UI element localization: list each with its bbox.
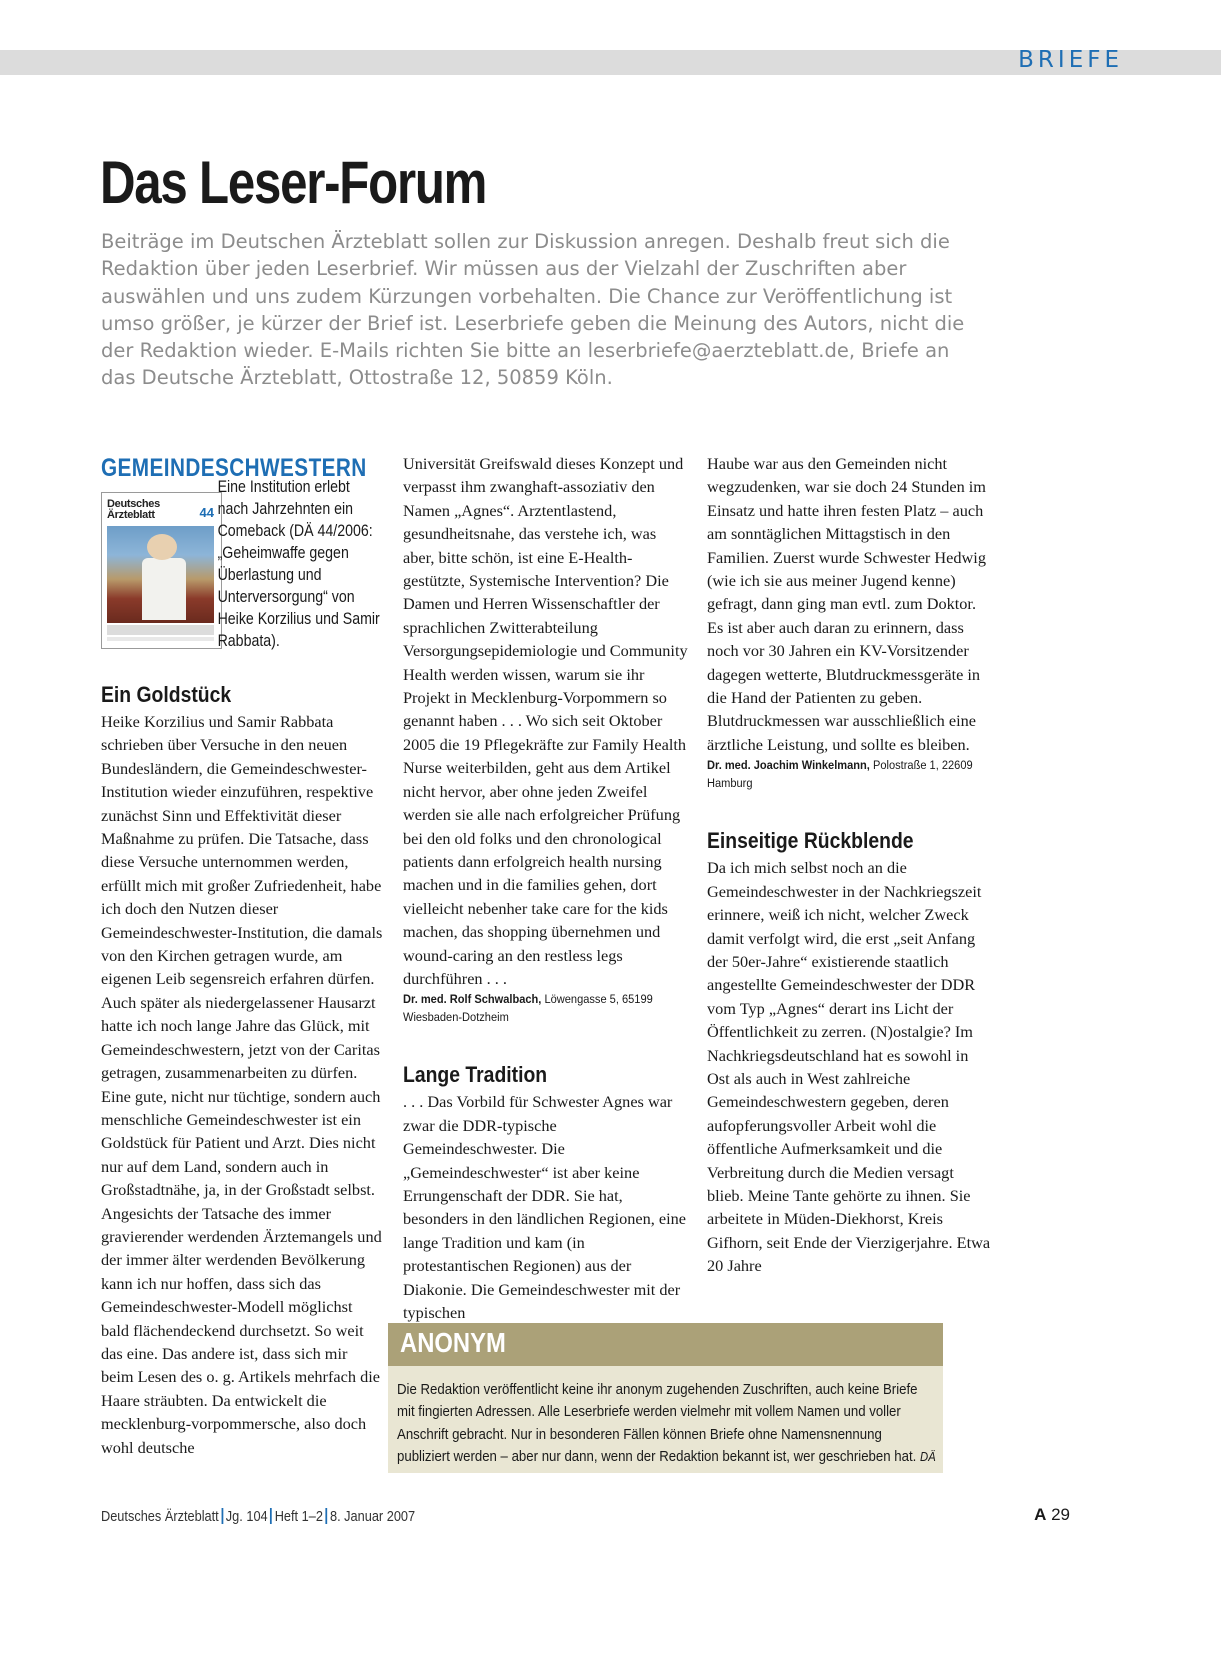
footer-separator — [270, 1508, 272, 1524]
topic-kicker: GEMEINDESCHWESTERN — [101, 454, 367, 482]
column-2 — [403, 452, 688, 1324]
anonym-box-text — [397, 1379, 936, 1468]
letter-signature — [707, 756, 994, 792]
cover-issue-number: 44 — [199, 505, 214, 520]
letter-title: Ein Goldstück — [101, 682, 232, 707]
page-number — [1034, 1505, 1070, 1525]
footer-separator — [326, 1508, 328, 1524]
footer-separator — [221, 1508, 223, 1524]
footer-issue: Heft 1–2 — [274, 1509, 323, 1525]
footer-date: 8. Januar 2007 — [329, 1509, 416, 1525]
letter-author: Dr. med. Joachim Winkelmann, — [707, 758, 870, 773]
letter-signature — [403, 990, 690, 1026]
anonym-box-text-content: Die Redaktion veröffentlicht keine ihr anonym zugehenden Zuschriften, auch keine Briefe mit fingierten Adressen. Alle Leserbriefe werden vielmehr mit vollem Namen und voller Anschrift gebracht. Nur in besonderen Fällen können Briefe ohne Namensnennung publiziert werden – aber nur dann, wenn der Redaktion bekannt ist, wer geschrieben hat. — [397, 1381, 918, 1465]
letter-title: Lange Tradition — [403, 1062, 548, 1088]
letter-address: Polostraße 1, 22609 Hamburg — [707, 758, 973, 791]
footer-journal: Deutsches Ärzteblatt — [101, 1509, 219, 1525]
letter-body: . . . Das Vorbild für Schwester Agnes war zwar die DDR-typische Gemeindeschwester. Die „Gemeindeschwester“ ist aber keine Errungenschaft der DDR. Sie hat, besonders in den ländlichen Regionen, eine lange Tradition und kam (in protestantischen Regionen) aus der Diakonie. Die Gemeindeschwester mit der typischen — [403, 1092, 687, 1322]
topic-lead-text: Eine Institution erlebt nach Jahrzehnten ein Comeback (DÄ 44/2006: „Geheimwaffe gegen Überlastung und Unterversorgung“ von Heike Korzilius und Samir Rabbata). — [217, 478, 380, 650]
footer-volume: Jg. 104 — [225, 1509, 268, 1525]
anonym-box-sign: DÄ — [919, 1448, 936, 1464]
page-footer — [101, 1508, 415, 1525]
letter-body: Universität Greifswald dieses Konzept und verpasst ihm zwanghaft-assoziativ den Namen „Agnes“. Arztentlastend, gesundheitsnahe, das verstehe ich, was aber, bitte schön, ist eine E-Health-gestützte, Systemische Intervention? Die Damen und Herren Wissenschaftler der sprachlichen Zwitterabteilung Versorgungsepidemiologie und Community Health werden wissen, warum sie ihr Projekt in Mecklenburg-Vorpommern so genannt haben . . . Wo sich seit Oktober 2005 die 19 Pflegekräfte zur Family Health Nurse weiterbilden, geht aus dem Artikel nicht hervor, aber ohne jeden Zweifel werden sie alle nach erfolgreicher Prüfung bei den old folks und den chronological patients dann erfolgreich health nursing machen und in die families gehen, dort vielleicht nebenher take care for the kids machen, das shopping übernehmen und wound-caring an den restless legs durchführen . . . — [403, 454, 688, 988]
column-3 — [707, 452, 992, 1278]
anonym-box-body — [388, 1366, 943, 1473]
page-prefix: A — [1034, 1505, 1047, 1524]
page-title: Das Leser-Forum — [100, 149, 487, 216]
cover-title: Deutsches Ärzteblatt — [107, 498, 160, 521]
anonym-box-header — [388, 1323, 943, 1366]
column-1 — [101, 476, 384, 1459]
letter-title: Einseitige Rückblende — [707, 828, 914, 854]
letter-author: Dr. med. Rolf Schwalbach, — [403, 992, 542, 1007]
anonym-box-title: ANONYM — [400, 1327, 506, 1358]
topic-lead — [101, 476, 384, 652]
section-label: BRIEFE — [1018, 47, 1123, 73]
page-number-value: 29 — [1051, 1505, 1070, 1524]
letter-address: Löwengasse 5, 65199 Wiesbaden-Dotzheim — [403, 992, 653, 1025]
letter-body: Haube war aus den Gemeinden nicht wegzudenken, war sie doch 24 Stunden im Einsatz und hatte ihren festen Platz – auch am sonntäglichen Mittagstisch in den Familien. Zuerst wurde Schwester Hedwig (wie ich sie aus meiner Jugend kenne) gefragt, dann ging man evtl. zum Doktor. Es ist aber auch daran zu erinnern, dass noch vor 30 Jahren ein KV-Vorsitzender dagegen wetterte, Blutdruckmessgeräte in die Hand der Patienten zu geben. Blutdruckmessen war ausschließlich eine ärztliche Leistung, und sollte es bleiben. — [707, 454, 986, 754]
letter-body: Da ich mich selbst noch an die Gemeindeschwester in der Nachkriegszeit erinnere, weiß ich nicht, welcher Zweck damit verfolgt wird, die erst „seit Anfang der 50er-Jahre“ existierende staatlich angestellte Gemeindeschwester der DDR vom Typ „Agnes“ derart ins Licht der Öffentlichkeit zu zerren. (N)ostalgie? Im Nachkriegsdeutschland hat es sowohl in Ost als auch in West zahlreiche Gemeindeschwestern gegeben, deren aufopferungsvoller Arbeit wohl die öffentliche Aufmerksamkeit und die Verbreitung durch die Medien versagt blieb. Meine Tante gehörte zu ihnen. Sie arbeitete in Müden-Diekhorst, Kreis Gifhorn, seit Ende der Vierzigerjahre. Etwa 20 Jahre — [707, 858, 991, 1276]
intro-text: Beiträge im Deutschen Ärzteblatt sollen zur Diskussion anregen. Deshalb freut sich die Redaktion über jeden Leserbrief. Wir müssen aus der Vielzahl der Zuschriften aber auswählen und uns zudem Kürzungen vorbehalten. Die Chance zur Veröffentlichung ist umso größer, je kürzer der Brief ist. Leserbriefe geben die Meinung des Autors, nicht die der Redaktion wieder. E-Mails richten Sie bitte an leserbriefe@aerzteblatt.de, Briefe an das Deutsche Ärzteblatt, Ottostraße 12, 50859 Köln. — [101, 230, 965, 390]
letter-body: Heike Korzilius und Samir Rabbata schrieben über Versuche in den neuen Bundesländern, die Gemeindeschwester-Institution wieder einzuführen, respektive zunächst Sinn und Effektivität dieser Maßnahme zu prüfen. Die Tatsache, dass diese Versuche unternommen werden, erfüllt mich mit großer Zufriedenheit, habe ich doch den Nutzen dieser Gemeindeschwester-Institution, die damals von den Kirchen getragen wurde, am eigenen Leib segensreich erfahren dürfen. Auch später als niedergelassener Hausarzt hatte ich noch lange Jahre das Glück, mit Gemeindeschwestern, jetzt von der Caritas getragen, zusammenarbeiten zu dürfen. Eine gute, nicht nur tüchtige, sondern auch menschliche Gemeindeschwester ist ein Goldstück für Patient und Arzt. Dies nicht nur auf dem Land, sondern auch in Großstadtnähe, ja, in der Großstadt selbst. Angesichts der Tatsache des immer gravierender werdenden Ärztemangels und der immer älter werdenden Bevölkerung kann ich nur hoffen, dass sich das Gemeindeschwester-Modell möglichst bald flächendeckend durchsetzt. So weit das eine. Das andere ist, dass sich mir beim Lesen des o. g. Artikels mehrfach die Haare sträubten. Da entwickelt die mecklenburg-vorpommersche, also doch wohl deutsche — [101, 712, 383, 1457]
